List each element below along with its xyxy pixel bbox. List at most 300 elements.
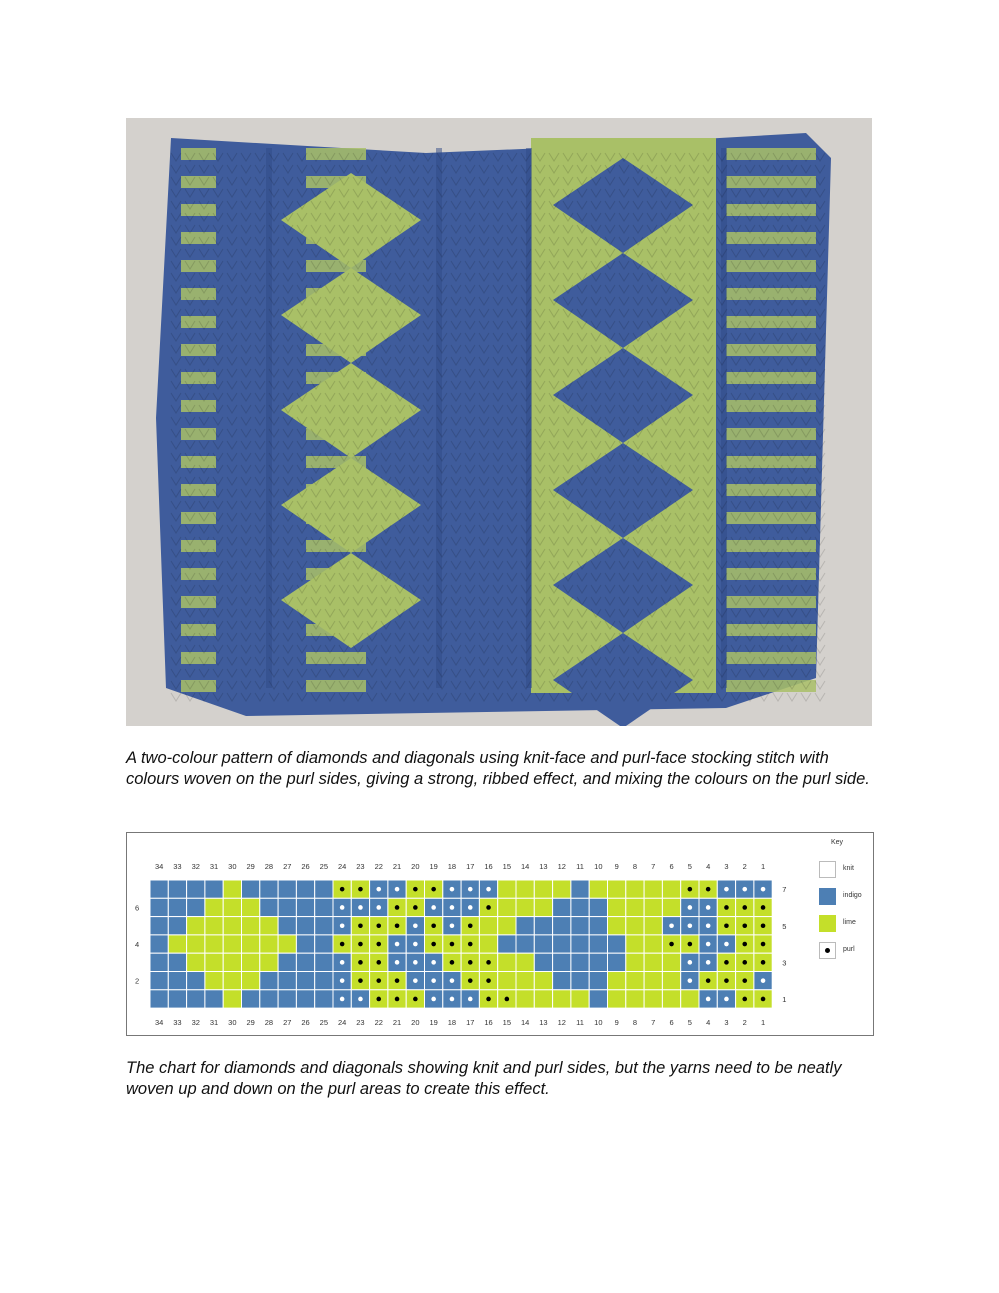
chart-cell (260, 990, 278, 1008)
column-label: 10 (594, 1018, 603, 1027)
chart-cell (498, 953, 516, 971)
purl-dot (761, 942, 766, 947)
purl-dot (431, 923, 436, 928)
chart-cell (644, 953, 662, 971)
purl-dot (376, 997, 381, 1002)
column-label: 3 (724, 862, 729, 871)
chart-cell (644, 972, 662, 990)
chart-cell (498, 898, 516, 916)
black-dot-icon (819, 942, 836, 959)
chart-cell (315, 880, 333, 898)
purl-dot (761, 905, 766, 910)
chart-cell (260, 953, 278, 971)
chart-cell (571, 880, 589, 898)
chart-cell (242, 935, 260, 953)
column-label: 5 (687, 1018, 692, 1027)
column-label: 33 (173, 862, 182, 871)
column-label: 32 (191, 862, 200, 871)
chart-cell (479, 917, 497, 935)
column-label: 14 (520, 862, 530, 871)
column-label: 10 (594, 862, 603, 871)
chart-cell (296, 880, 314, 898)
purl-dot (358, 978, 363, 983)
column-label: 1 (760, 1018, 766, 1027)
chart-cell (205, 935, 223, 953)
chart-cell (296, 953, 314, 971)
column-label: 20 (411, 862, 420, 871)
chart-cell (187, 935, 205, 953)
chart-cell (534, 917, 552, 935)
chart-cell (516, 972, 534, 990)
chart-cell (205, 990, 223, 1008)
purl-dot (688, 905, 693, 910)
column-label: 12 (557, 1018, 566, 1027)
purl-dot (742, 942, 747, 947)
chart-cell (479, 935, 497, 953)
purl-dot (358, 942, 363, 947)
purl-dot (706, 887, 711, 892)
chart-cell (205, 880, 223, 898)
purl-dot (413, 905, 418, 910)
key-label: lime (843, 919, 856, 926)
column-label: 16 (484, 1018, 493, 1027)
purl-dot (431, 978, 436, 983)
chart-cell (553, 935, 571, 953)
purl-dot (761, 960, 766, 965)
key-item-lime (819, 915, 877, 935)
chart-cell (626, 917, 644, 935)
purl-dot (450, 978, 455, 983)
column-label: 19 (429, 1018, 438, 1027)
purl-dot (413, 923, 418, 928)
chart-cell (608, 935, 626, 953)
column-label: 26 (301, 862, 310, 871)
purl-dot (450, 923, 455, 928)
purl-dot (413, 942, 418, 947)
purl-dot (358, 923, 363, 928)
chart-cell (589, 880, 607, 898)
column-label: 24 (337, 1018, 347, 1027)
purl-dot (706, 997, 711, 1002)
chart-cell (315, 990, 333, 1008)
chart-cell (626, 990, 644, 1008)
chart-cell (168, 953, 186, 971)
column-label: 4 (706, 862, 711, 871)
purl-dot (431, 905, 436, 910)
column-label: 30 (228, 862, 237, 871)
chart-cell (168, 972, 186, 990)
chart-cell (296, 972, 314, 990)
column-label: 27 (283, 1018, 292, 1027)
chart-cell (644, 990, 662, 1008)
chart-cell (315, 953, 333, 971)
column-label: 28 (264, 1018, 274, 1027)
purl-dot (706, 960, 711, 965)
purl-dot (742, 887, 747, 892)
column-label: 6 (669, 1018, 674, 1027)
row-label: 1 (782, 994, 787, 1004)
column-label: 24 (337, 862, 347, 871)
column-label: 29 (246, 1018, 255, 1027)
chart-cell (260, 917, 278, 935)
chart-cell (589, 972, 607, 990)
column-label: 11 (576, 862, 584, 871)
column-label: 17 (466, 1018, 475, 1027)
row-label: 4 (135, 940, 140, 950)
chart-cell (242, 917, 260, 935)
purl-dot (468, 887, 473, 892)
purl-dot (505, 997, 510, 1002)
chart-cell (150, 972, 168, 990)
purl-dot (450, 905, 455, 910)
chart-cell (516, 953, 534, 971)
purl-dot (376, 905, 381, 910)
column-label: 15 (502, 862, 512, 871)
column-label: 23 (356, 1018, 365, 1027)
column-label: 3 (724, 1018, 729, 1027)
chart-cell (516, 880, 534, 898)
chart-cell (516, 898, 534, 916)
purl-dot (376, 923, 381, 928)
column-label: 12 (557, 862, 566, 871)
purl-dot (376, 887, 381, 892)
chart-cell (187, 917, 205, 935)
column-label: 11 (576, 1018, 584, 1027)
purl-dot (761, 923, 766, 928)
chart-cell (498, 880, 516, 898)
purl-dot (724, 960, 729, 965)
chart-cell (278, 972, 296, 990)
column-label: 19 (429, 862, 438, 871)
column-label: 21 (392, 862, 402, 871)
chart-cell (296, 990, 314, 1008)
chart-cell (278, 935, 296, 953)
column-label: 18 (447, 1018, 457, 1027)
purl-dot (742, 978, 747, 983)
chart-cell (626, 880, 644, 898)
purl-dot (688, 978, 693, 983)
chart-cell (205, 972, 223, 990)
chart-cell (644, 898, 662, 916)
column-label: 17 (466, 862, 475, 871)
column-label: 25 (319, 862, 329, 871)
chart-cell (242, 990, 260, 1008)
column-label: 14 (520, 1018, 530, 1027)
chart-cell (260, 935, 278, 953)
chart-cell (150, 935, 168, 953)
column-label: 27 (283, 862, 292, 871)
column-label: 30 (228, 1018, 237, 1027)
purl-dot (395, 978, 400, 983)
purl-dot (450, 942, 455, 947)
key-item-knit (819, 861, 877, 881)
chart-cell (608, 880, 626, 898)
chart-cell (315, 898, 333, 916)
column-label: 21 (392, 1018, 402, 1027)
chart-cell (608, 990, 626, 1008)
purl-dot (340, 887, 345, 892)
purl-dot (468, 923, 473, 928)
chart-cell (608, 898, 626, 916)
chart-cell (626, 935, 644, 953)
chart-cell (571, 953, 589, 971)
chart-cell (662, 880, 680, 898)
chart-cell (626, 953, 644, 971)
column-label: 4 (706, 1018, 711, 1027)
chart-cell (205, 917, 223, 935)
purl-dot (742, 960, 747, 965)
chart-cell (589, 898, 607, 916)
purl-dot (688, 960, 693, 965)
chart-cell (223, 972, 241, 990)
chart-cell (571, 898, 589, 916)
chart-cell (242, 972, 260, 990)
chart-caption: The chart for diamonds and diagonals showing knit and purl sides, but the yarns need to be neatly woven up and down on the purl areas to create this effect. (126, 1059, 842, 1098)
chart-cell (553, 990, 571, 1008)
chart-cell (626, 972, 644, 990)
chart-cell (662, 990, 680, 1008)
chart-cell (571, 935, 589, 953)
chart-cell (223, 935, 241, 953)
chart-cell (534, 953, 552, 971)
purl-dot (486, 960, 491, 965)
purl-dot (688, 923, 693, 928)
chart-cell (553, 880, 571, 898)
purl-dot (724, 905, 729, 910)
purl-dot (468, 997, 473, 1002)
purl-dot (413, 960, 418, 965)
chart-cell (242, 880, 260, 898)
column-label: 23 (356, 862, 365, 871)
chart-cell (223, 880, 241, 898)
purl-dot (340, 978, 345, 983)
purl-dot (413, 978, 418, 983)
purl-dot (468, 978, 473, 983)
chart-cell (534, 898, 552, 916)
chart-cell (315, 935, 333, 953)
chart-cell (242, 898, 260, 916)
purl-dot (395, 942, 400, 947)
purl-dot (742, 997, 747, 1002)
chart-cell (187, 953, 205, 971)
purl-dot (450, 887, 455, 892)
key-label: knit (843, 865, 854, 872)
purl-dot (706, 942, 711, 947)
chart-cell (608, 972, 626, 990)
chart-key (815, 833, 873, 973)
photo-caption: A two-colour pattern of diamonds and diagonals using knit-face and purl-face stocking stitch with colours woven on the purl sides, giving a strong, ribbed effect, and mixing the colours on the purl side. (126, 749, 870, 788)
purl-dot (358, 960, 363, 965)
column-label: 28 (264, 862, 274, 871)
chart-cell (644, 935, 662, 953)
chart-cell (589, 990, 607, 1008)
column-label: 9 (614, 862, 619, 871)
key-item-purl (819, 942, 877, 962)
chart-cell (315, 972, 333, 990)
chart-cell (516, 917, 534, 935)
purl-dot (761, 978, 766, 983)
chart-cell (223, 917, 241, 935)
column-label: 32 (191, 1018, 200, 1027)
chart-cell (589, 953, 607, 971)
key-item-indigo (819, 888, 877, 908)
purl-dot (395, 960, 400, 965)
purl-dot (450, 960, 455, 965)
column-label: 6 (669, 862, 674, 871)
purl-dot (724, 997, 729, 1002)
chart-cell (662, 953, 680, 971)
purl-dot (395, 923, 400, 928)
purl-dot (395, 905, 400, 910)
column-label: 34 (154, 862, 164, 871)
column-label: 18 (447, 862, 457, 871)
column-label: 29 (246, 862, 255, 871)
purl-dot (413, 997, 418, 1002)
chart-cell (553, 953, 571, 971)
column-label: 31 (209, 862, 219, 871)
chart-cell (589, 935, 607, 953)
purl-dot (376, 978, 381, 983)
chart-cell (644, 917, 662, 935)
chart-cell (278, 898, 296, 916)
chart-cell (296, 898, 314, 916)
knitted-swatch-photo (126, 118, 872, 726)
purl-dot (486, 978, 491, 983)
chart-cell (534, 972, 552, 990)
column-label: 26 (301, 1018, 310, 1027)
purl-dot (486, 905, 491, 910)
chart-cell (644, 880, 662, 898)
chart-cell (150, 990, 168, 1008)
chart-cell (187, 880, 205, 898)
chart-cell (150, 917, 168, 935)
purl-dot (724, 978, 729, 983)
column-label: 7 (651, 862, 656, 871)
stitch-chart (126, 832, 874, 1036)
purl-dot (724, 887, 729, 892)
chart-cell (553, 972, 571, 990)
chart-cell (553, 917, 571, 935)
purl-dot (340, 942, 345, 947)
key-label: indigo (843, 892, 862, 899)
purl-dot (468, 942, 473, 947)
chart-cell (296, 917, 314, 935)
chart-cell (260, 880, 278, 898)
row-label: 6 (135, 903, 140, 913)
column-label: 15 (502, 1018, 512, 1027)
chart-cell (187, 990, 205, 1008)
row-label: 2 (135, 976, 140, 986)
purl-dot (688, 942, 693, 947)
chart-cell (205, 953, 223, 971)
chart-cell (571, 972, 589, 990)
chart-cell (498, 917, 516, 935)
column-label: 5 (687, 862, 692, 871)
chart-cell (223, 898, 241, 916)
chart-cell (223, 953, 241, 971)
chart-cell (681, 990, 699, 1008)
chart-cell (571, 917, 589, 935)
purl-dot (761, 887, 766, 892)
purl-dot (358, 997, 363, 1002)
chart-cell (534, 880, 552, 898)
chart-cell (553, 898, 571, 916)
column-label: 20 (411, 1018, 420, 1027)
purl-dot (742, 923, 747, 928)
column-label: 13 (539, 1018, 548, 1027)
column-label: 2 (742, 1018, 747, 1027)
purl-dot (468, 960, 473, 965)
purl-dot (395, 997, 400, 1002)
purl-dot (395, 887, 400, 892)
chart-cell (516, 935, 534, 953)
chart-cell (315, 917, 333, 935)
white-square-icon (819, 861, 836, 878)
column-label: 2 (742, 862, 747, 871)
chart-cell (187, 898, 205, 916)
column-label: 34 (154, 1018, 164, 1027)
key-label: purl (843, 946, 855, 953)
chart-cell (150, 898, 168, 916)
chart-cell (168, 990, 186, 1008)
chart-cell (168, 898, 186, 916)
chart-cell (260, 898, 278, 916)
chart-cell (187, 972, 205, 990)
chart-cell (534, 935, 552, 953)
purl-dot (706, 905, 711, 910)
column-label: 9 (614, 1018, 619, 1027)
purl-dot (724, 942, 729, 947)
chart-cell (662, 898, 680, 916)
purl-dot (376, 942, 381, 947)
purl-dot (486, 887, 491, 892)
purl-dot (688, 887, 693, 892)
purl-dot (468, 905, 473, 910)
chart-cell (516, 990, 534, 1008)
purl-dot (706, 923, 711, 928)
purl-dot (431, 887, 436, 892)
purl-dot (706, 978, 711, 983)
purl-dot (358, 887, 363, 892)
row-label: 3 (782, 958, 787, 968)
chart-cell (260, 972, 278, 990)
chart-cell (242, 953, 260, 971)
chart-cell (498, 972, 516, 990)
indigo-square-icon (819, 888, 836, 905)
chart-cell (608, 953, 626, 971)
chart-cell (168, 935, 186, 953)
purl-dot (669, 942, 674, 947)
purl-dot (450, 997, 455, 1002)
chart-cell (608, 917, 626, 935)
column-label: 31 (209, 1018, 219, 1027)
chart-cell (168, 917, 186, 935)
chart-cell (662, 972, 680, 990)
purl-dot (340, 905, 345, 910)
column-label: 1 (760, 862, 766, 871)
column-label: 25 (319, 1018, 329, 1027)
key-title: Key (831, 839, 844, 846)
column-label: 33 (173, 1018, 182, 1027)
chart-cell (168, 880, 186, 898)
chart-cell (278, 917, 296, 935)
purl-dot (431, 997, 436, 1002)
column-label: 7 (651, 1018, 656, 1027)
chart-cell (278, 880, 296, 898)
column-label: 22 (374, 1018, 383, 1027)
purl-dot (340, 997, 345, 1002)
column-label: 8 (632, 1018, 638, 1027)
